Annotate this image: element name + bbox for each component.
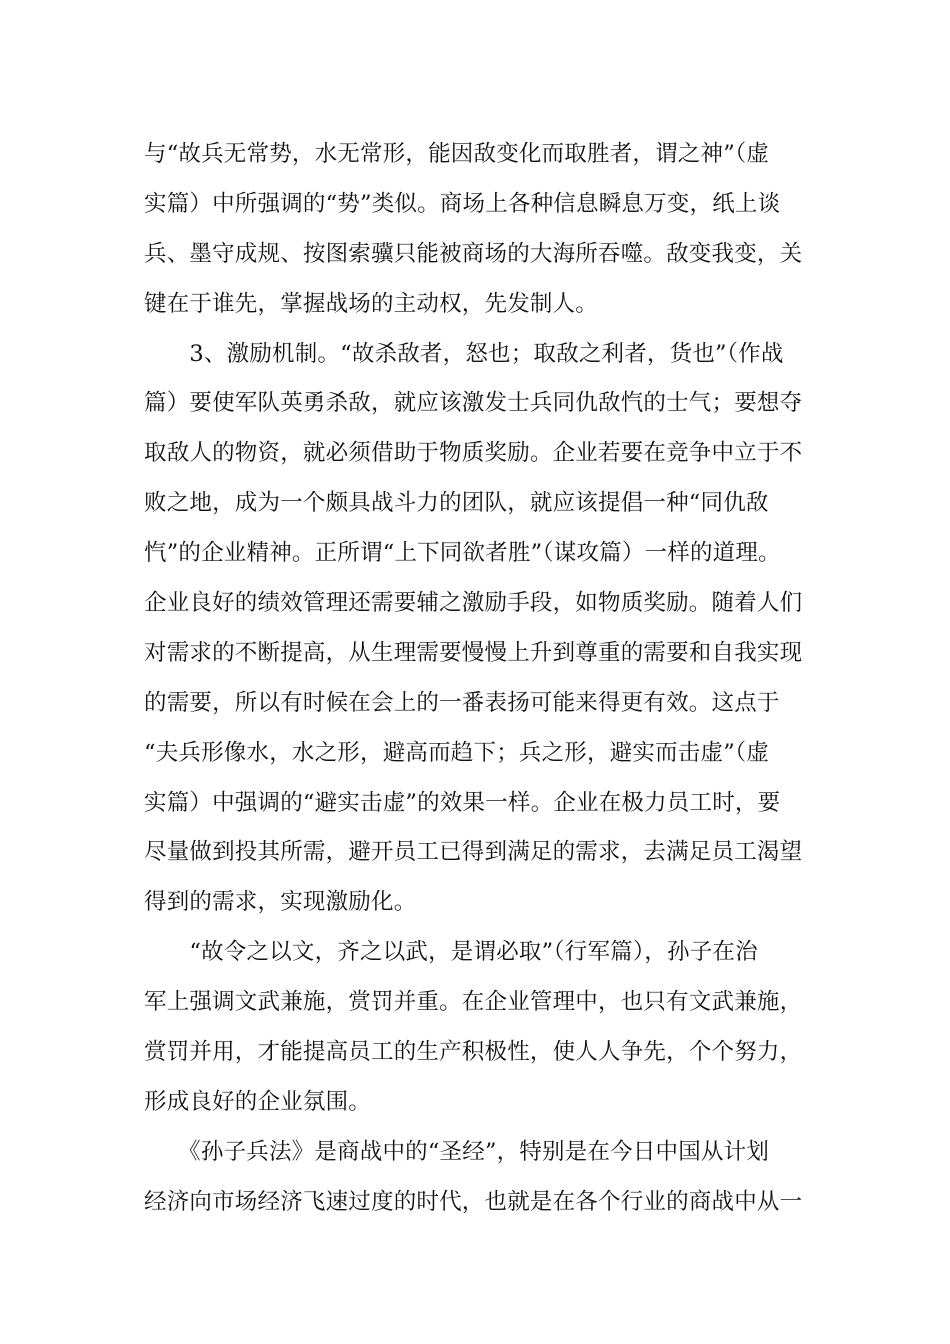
text-line: 与“故兵无常势，水无常形，能因敌变化而取胜者，谓之神”（虚	[144, 141, 770, 167]
text-line: 兵、墨守成规、按图索骥只能被商场的大海所吞噬。敌变我变，关	[144, 240, 803, 267]
text-line: 得到的需求，实现激励化。	[144, 889, 417, 916]
text-line: 企业良好的绩效管理还需要辅之激励手段，如物质奖励。随着人们	[144, 590, 803, 617]
text-line: 3、激励机制。“故杀敌者，怒也；取敌之利者，货也”（作战	[144, 340, 784, 367]
text-line: 经济向市场经济飞速过度的时代，也就是在各个行业的商战中从一	[144, 1188, 803, 1215]
text-line: “故令之以文，齐之以武，是谓必取”（行军篇），孙子在治	[144, 939, 758, 966]
text-line: 败之地，成为一个颇具战斗力的团队，就应该提倡一种“同仇敌	[144, 490, 769, 517]
text-line: 赏罚并用，才能提高员工的生产积极性，使人人争先，个个努力，	[144, 1039, 803, 1066]
text-line: 取敌人的物资，就必须借助于物质奖励。企业若要在竞争中立于不	[144, 440, 803, 467]
text-line: 实篇）中所强调的“势”类似。商场上各种信息瞬息万变，纸上谈	[144, 190, 781, 217]
text-line: 军上强调文武兼施，赏罚并重。在企业管理中，也只有文武兼施，	[144, 989, 803, 1016]
text-line: 的需要，所以有时候在会上的一番表扬可能来得更有效。这点于	[144, 689, 780, 716]
text-line: 对需求的不断提高，从生理需要慢慢上升到尊重的需要和自我实现	[144, 639, 803, 666]
text-line: “夫兵形像水，水之形，避高而趋下；兵之形，避实而击虚”（虚	[144, 739, 770, 766]
text-line: 《孙子兵法》是商战中的“圣经”，特别是在今日中国从计划	[144, 1138, 770, 1165]
text-line: 篇）要使军队英勇杀敌，就应该激发士兵同仇敌忾的士气；要想夺	[144, 390, 803, 417]
text-line: 尽量做到投其所需，避开员工已得到满足的需求，去满足员工渴望	[144, 839, 803, 866]
text-line: 键在于谁先，掌握战场的主动权，先发制人。	[144, 290, 599, 317]
text-line: 忾”的企业精神。正所谓“上下同欲者胜”（谋攻篇）一样的道理。	[144, 540, 781, 567]
body-text	[144, 130, 814, 1228]
text-line: 形成良好的企业氛围。	[144, 1088, 372, 1115]
text-line: 实篇）中强调的“避实击虚”的效果一样。企业在极力员工时，要	[144, 789, 781, 816]
